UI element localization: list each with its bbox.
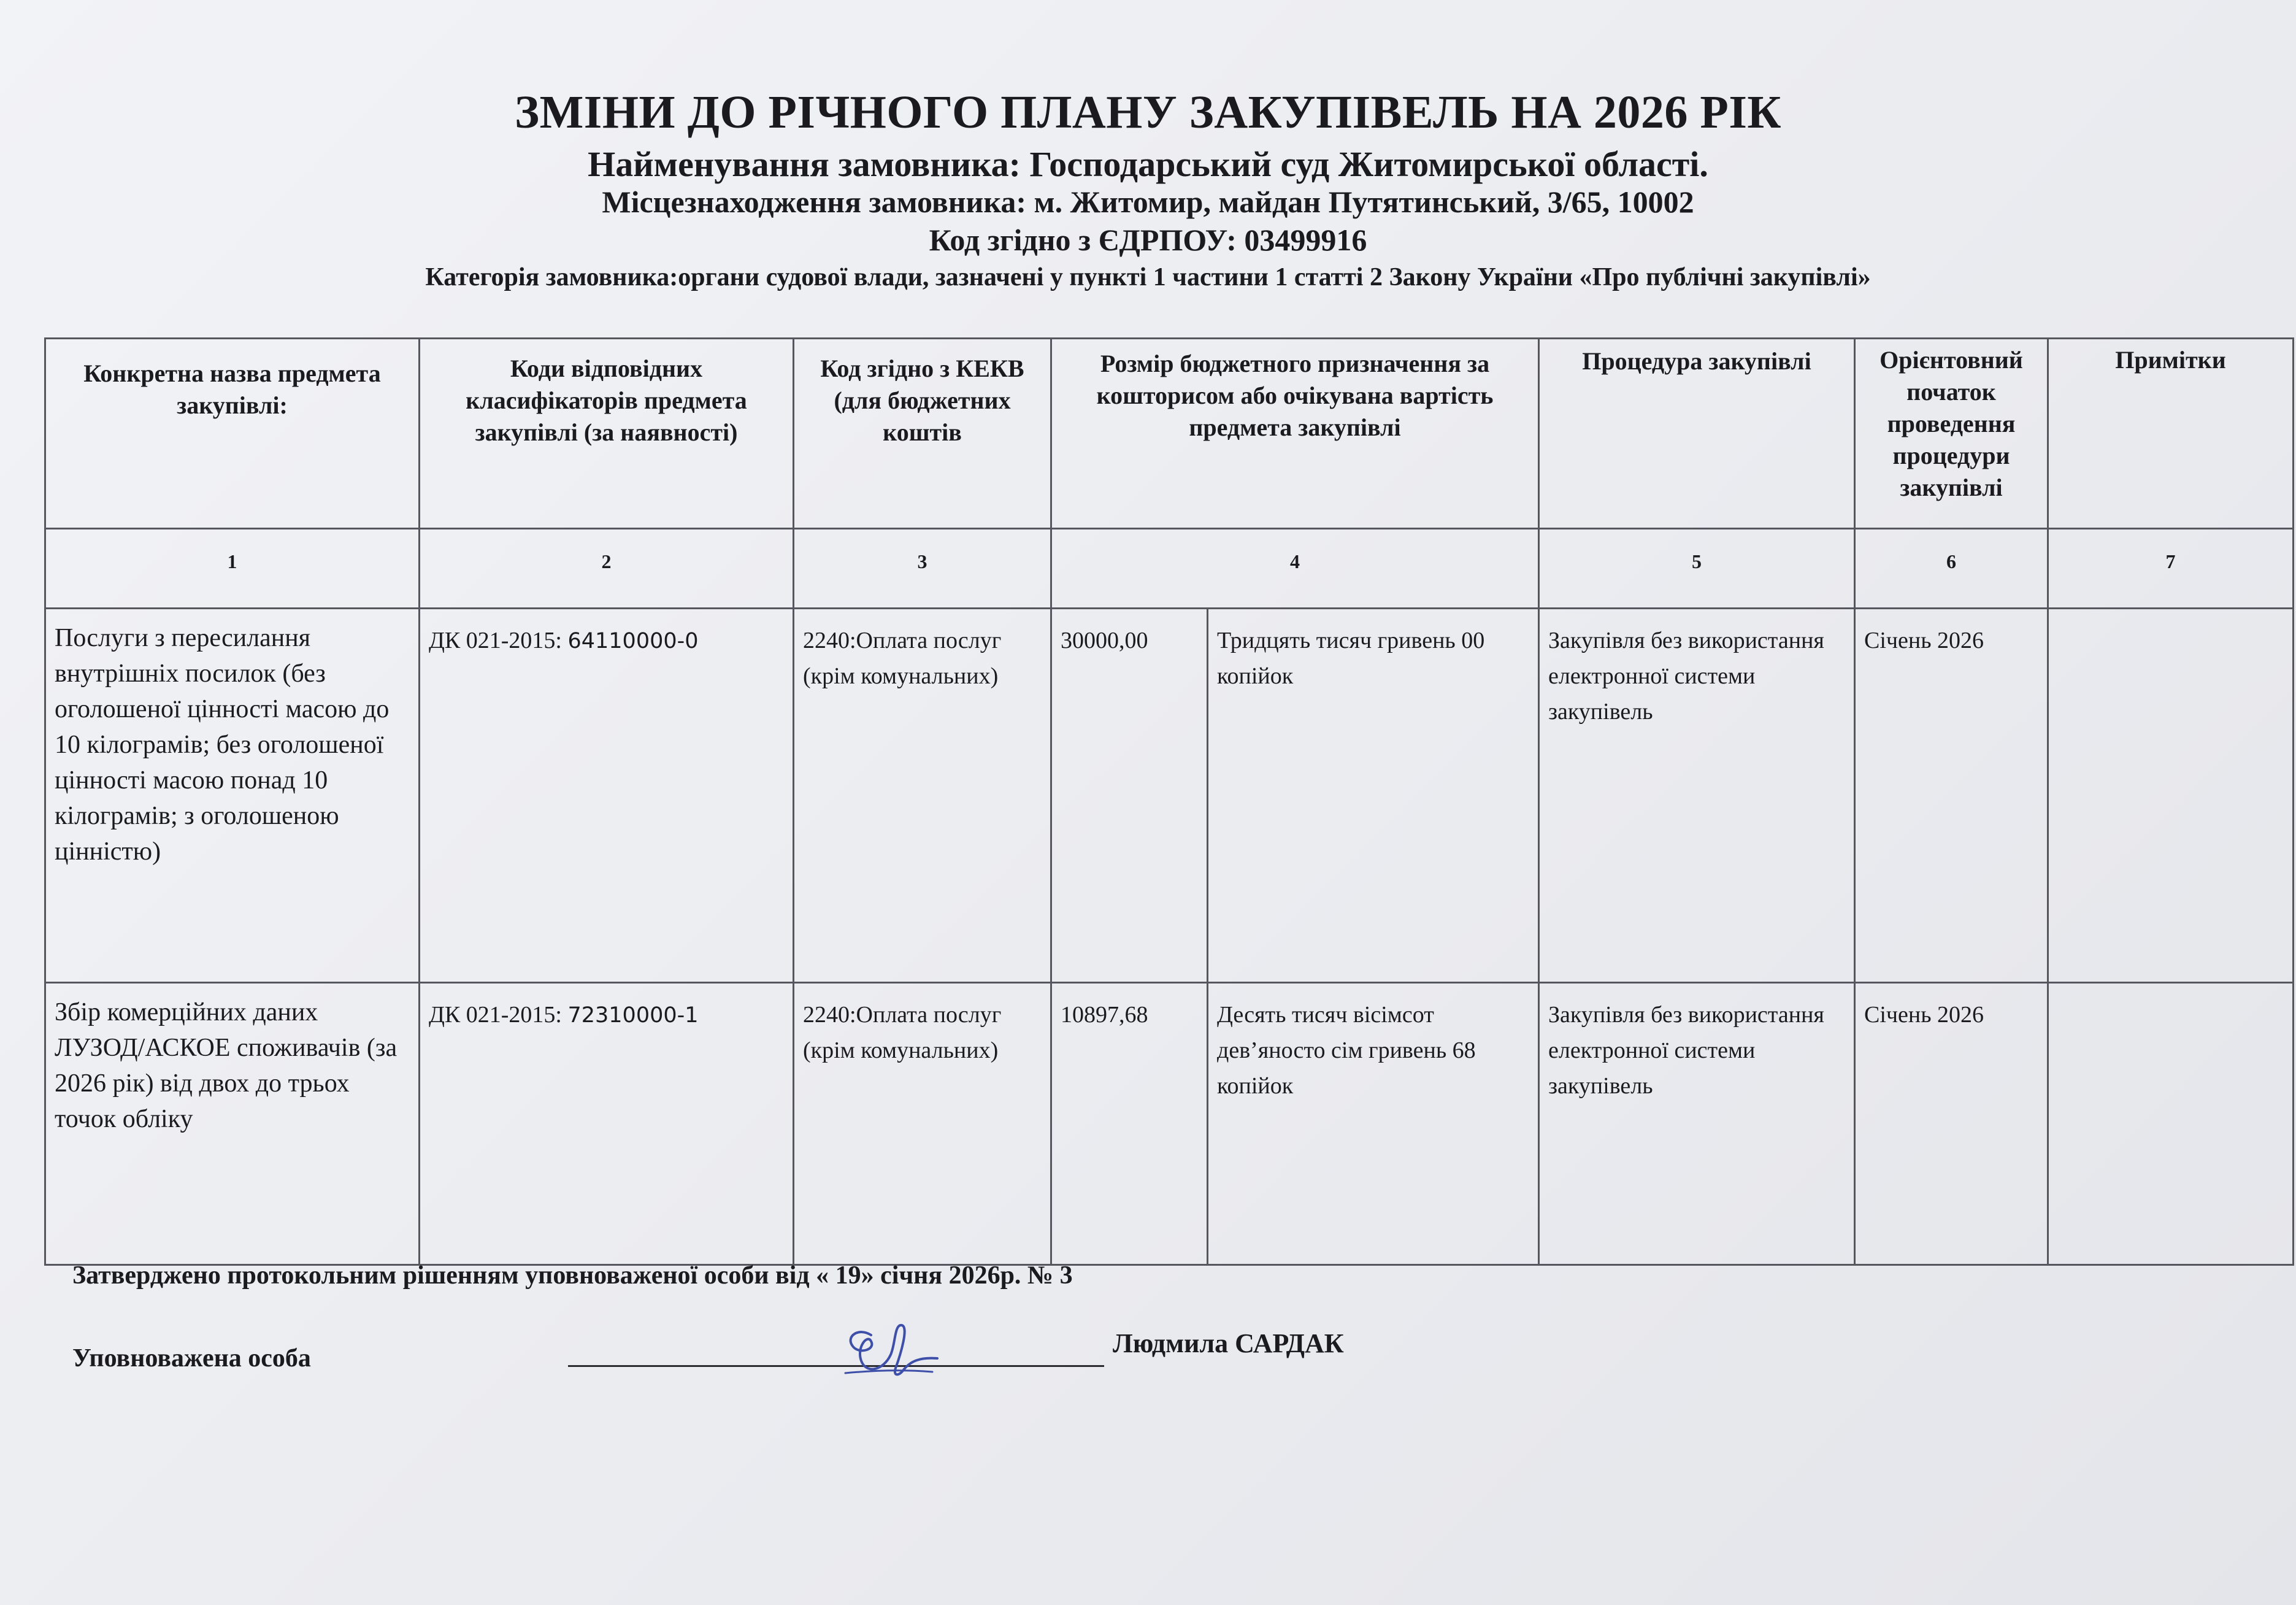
authorized-person-label: Уповноважена особа	[72, 1344, 311, 1372]
signatory-name: Людмила САРДАК	[1113, 1328, 1344, 1358]
header-notes: Примітки	[2048, 339, 2294, 529]
table-row	[45, 609, 2294, 983]
classifier-code: 64110000-0	[567, 629, 699, 653]
procedure-cell: Закупівля без використання електронної системи закупівель	[1539, 983, 1855, 1265]
document-title: ЗМІНИ ДО РІЧНОГО ПЛАНУ ЗАКУПІВЕЛЬ НА 2026 РІК	[514, 87, 1782, 138]
amount-cell: 30000,00	[1051, 609, 1208, 983]
column-number: 6	[1855, 529, 2048, 609]
header-procedure: Процедура закупівлі	[1539, 339, 1855, 529]
header-row	[45, 339, 2294, 529]
start-date-cell: Січень 2026	[1855, 609, 2048, 983]
customer-category: Категорія замовника:органи судової влади, зазначені у пункті 1 частини 1 статті 2 Закону України «Про публічні закупівлі»	[425, 263, 1871, 291]
notes-cell	[2048, 609, 2294, 983]
customer-location: Місцезнаходження замовника: м. Житомир, майдан Путятинський, 3/65, 10002	[602, 185, 1694, 219]
subject-name-cell: Збір комерційних даних ЛУЗОД/АСКОЕ споживачів (за 2026 рік) від двох до трьох точок обліку	[45, 983, 420, 1265]
header-start-date: Орієнтовний початок проведення процедури закупівлі	[1855, 339, 2048, 529]
classifier-cell	[420, 983, 794, 1265]
classifier-prefix: ДК 021-2015:	[429, 628, 568, 653]
approval-note: Затверджено протокольним рішенням уповноваженої особи від « 19» січня 2026р. № 3	[72, 1261, 1073, 1290]
table-row	[45, 983, 2294, 1265]
procedure-cell: Закупівля без використання електронної системи закупівель	[1539, 609, 1855, 983]
kekv-cell: 2240:Оплата послуг (крім комунальних)	[794, 983, 1051, 1265]
column-number: 4	[1051, 529, 1539, 609]
column-number: 2	[420, 529, 794, 609]
classifier-prefix: ДК 021-2015:	[429, 1002, 568, 1028]
column-number: 3	[794, 529, 1051, 609]
column-number-row	[45, 529, 2294, 609]
procurement-table	[44, 337, 2294, 1266]
edrpou-code: Код згідно з ЄДРПОУ: 03499916	[929, 223, 1367, 257]
start-date-cell: Січень 2026	[1855, 983, 2048, 1265]
amount-words-cell: Тридцять тисяч гривень 00 копійок	[1208, 609, 1539, 983]
kekv-cell: 2240:Оплата послуг (крім комунальних)	[794, 609, 1051, 983]
header-budget-amount: Розмір бюджетного призначення за кошторисом або очікувана вартість предмета закупівлі	[1051, 339, 1539, 529]
classifier-code: 72310000-1	[567, 1003, 699, 1028]
handwritten-signature	[834, 1312, 939, 1391]
amount-cell: 10897,68	[1051, 983, 1208, 1265]
header-kekv-code: Код згідно з КЕКВ (для бюджетних коштів	[794, 339, 1051, 529]
column-number: 1	[45, 529, 420, 609]
notes-cell	[2048, 983, 2294, 1265]
header-subject-name: Конкретна назва предмета закупівлі:	[45, 339, 420, 529]
customer-name: Найменування замовника: Господарський суд Житомирської області.	[588, 144, 1708, 184]
classifier-cell	[420, 609, 794, 983]
column-number: 5	[1539, 529, 1855, 609]
column-number: 7	[2048, 529, 2294, 609]
subject-name-cell: Послуги з пересилання внутрішніх посилок (без оголошеної цінності масою до 10 кілограмів; без оголошеної цінності масою понад 10 кілограмів; з оголошеною цінністю)	[45, 609, 420, 983]
amount-words-cell: Десять тисяч вісімсот дев’яносто сім гривень 68 копійок	[1208, 983, 1539, 1265]
header-classifier-codes: Коди відповідних класифікаторів предмета закупівлі (за наявності)	[420, 339, 794, 529]
